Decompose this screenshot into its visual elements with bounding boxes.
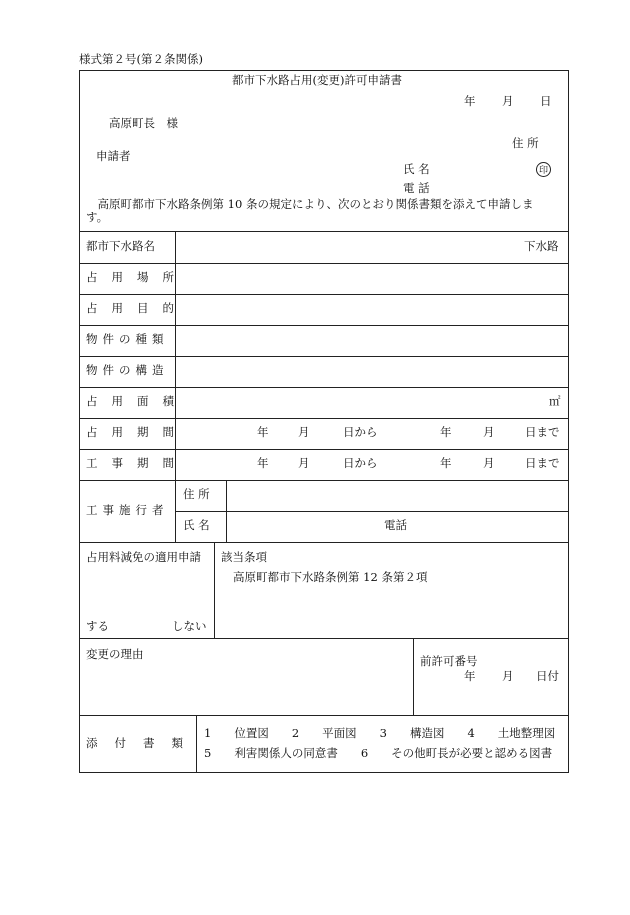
label-fee-reduction: 占用料減免の適用申請 — [86, 550, 201, 564]
seal-mark-text: 印 — [538, 166, 548, 176]
rule-row-9 — [79, 542, 569, 543]
label-location: 占用場所 — [86, 270, 188, 284]
rule-header-bottom — [79, 231, 569, 232]
label-change-reason: 変更の理由 — [86, 647, 144, 661]
rule-row-6 — [79, 418, 569, 419]
label-contractor: 工事施行者 — [86, 503, 169, 517]
occupancy-month1: 月 — [298, 425, 310, 439]
contractor-name-label: 氏 名 — [183, 518, 210, 532]
form-number: 様式第２号(第２条関係) — [79, 52, 203, 66]
area-unit: ㎡ — [549, 394, 561, 408]
label-sewer-name — [86, 241, 168, 253]
addressee: 高原町長 様 — [109, 116, 178, 130]
header-date-month: 月 — [502, 94, 514, 108]
intro-text: 高原町都市下水路条例第 10 条の規定により、次のとおり関係書類を添えて申請します。 — [86, 197, 534, 224]
fee-reduction-apply: する — [86, 619, 109, 633]
header-date-year: 年 — [464, 94, 476, 108]
occupancy-from: 日から — [343, 425, 378, 439]
construction-from: 日から — [343, 456, 378, 470]
occupancy-until: 日まで — [525, 425, 560, 439]
prev-permit-year: 年 — [464, 669, 476, 683]
applicant-name-label: 氏 名 — [403, 162, 430, 176]
form-title: 都市下水路占用(変更)許可申請書 — [232, 73, 402, 87]
occupancy-year1: 年 — [257, 425, 269, 439]
attachments-line2: 5 利害関係人の同意書 6 その他町長が必要と認める図書 — [204, 746, 553, 760]
construction-month2: 月 — [483, 456, 495, 470]
rule-row-2 — [79, 294, 569, 295]
fee-reduction-not-apply: しない — [172, 619, 207, 633]
rule-row-11 — [79, 715, 569, 716]
rule-contractor-mid — [175, 511, 569, 512]
construction-year1: 年 — [257, 456, 269, 470]
applicant-label: 申請者 — [96, 149, 131, 163]
rule-fee-column — [214, 542, 215, 638]
seal-mark — [536, 162, 551, 177]
contractor-phone-label: 電話 — [384, 518, 407, 532]
prev-permit-date-suffix: 日付 — [536, 669, 559, 683]
application-form-frame — [79, 70, 569, 773]
label-construction-period: 工事期間 — [86, 456, 188, 470]
rule-row-1 — [79, 263, 569, 264]
rule-row-4 — [79, 356, 569, 357]
label-occupancy-period: 占用期間 — [86, 425, 188, 439]
label-purpose: 占用目的 — [86, 301, 188, 315]
attachments-line1: 1 位置図 2 平面図 3 構造図 4 土地整理図 — [204, 726, 556, 740]
rule-contractor-sub — [226, 480, 227, 542]
rule-row-5 — [79, 387, 569, 388]
rule-row-7 — [79, 449, 569, 450]
rule-row-3 — [79, 325, 569, 326]
sewer-name-suffix: 下水路 — [524, 239, 559, 253]
fee-clause-label: 該当条項 — [221, 550, 267, 564]
label-attachments: 添付書類 — [86, 736, 200, 750]
applicant-address-label: 住 所 — [512, 136, 539, 150]
contractor-address-label: 住 所 — [183, 487, 210, 501]
occupancy-month2: 月 — [483, 425, 495, 439]
construction-month1: 月 — [298, 456, 310, 470]
occupancy-year2: 年 — [440, 425, 452, 439]
applicant-phone-label: 電 話 — [403, 181, 430, 195]
rule-row-10 — [79, 638, 569, 639]
label-sewer-name-text: 都市下水路名 — [86, 239, 155, 253]
construction-year2: 年 — [440, 456, 452, 470]
header-date-day: 日 — [540, 94, 552, 108]
label-object-structure: 物件の構造 — [86, 363, 169, 377]
rule-permit-column — [413, 638, 414, 715]
fee-clause-text: 高原町都市下水路条例第 12 条第２項 — [233, 570, 428, 584]
construction-until: 日まで — [525, 456, 560, 470]
label-area: 占用面積 — [86, 394, 188, 408]
prev-permit-month: 月 — [502, 669, 514, 683]
rule-row-8 — [79, 480, 569, 481]
label-object-type: 物件の種類 — [86, 332, 169, 346]
prev-permit-label: 前許可番号 — [420, 654, 478, 668]
